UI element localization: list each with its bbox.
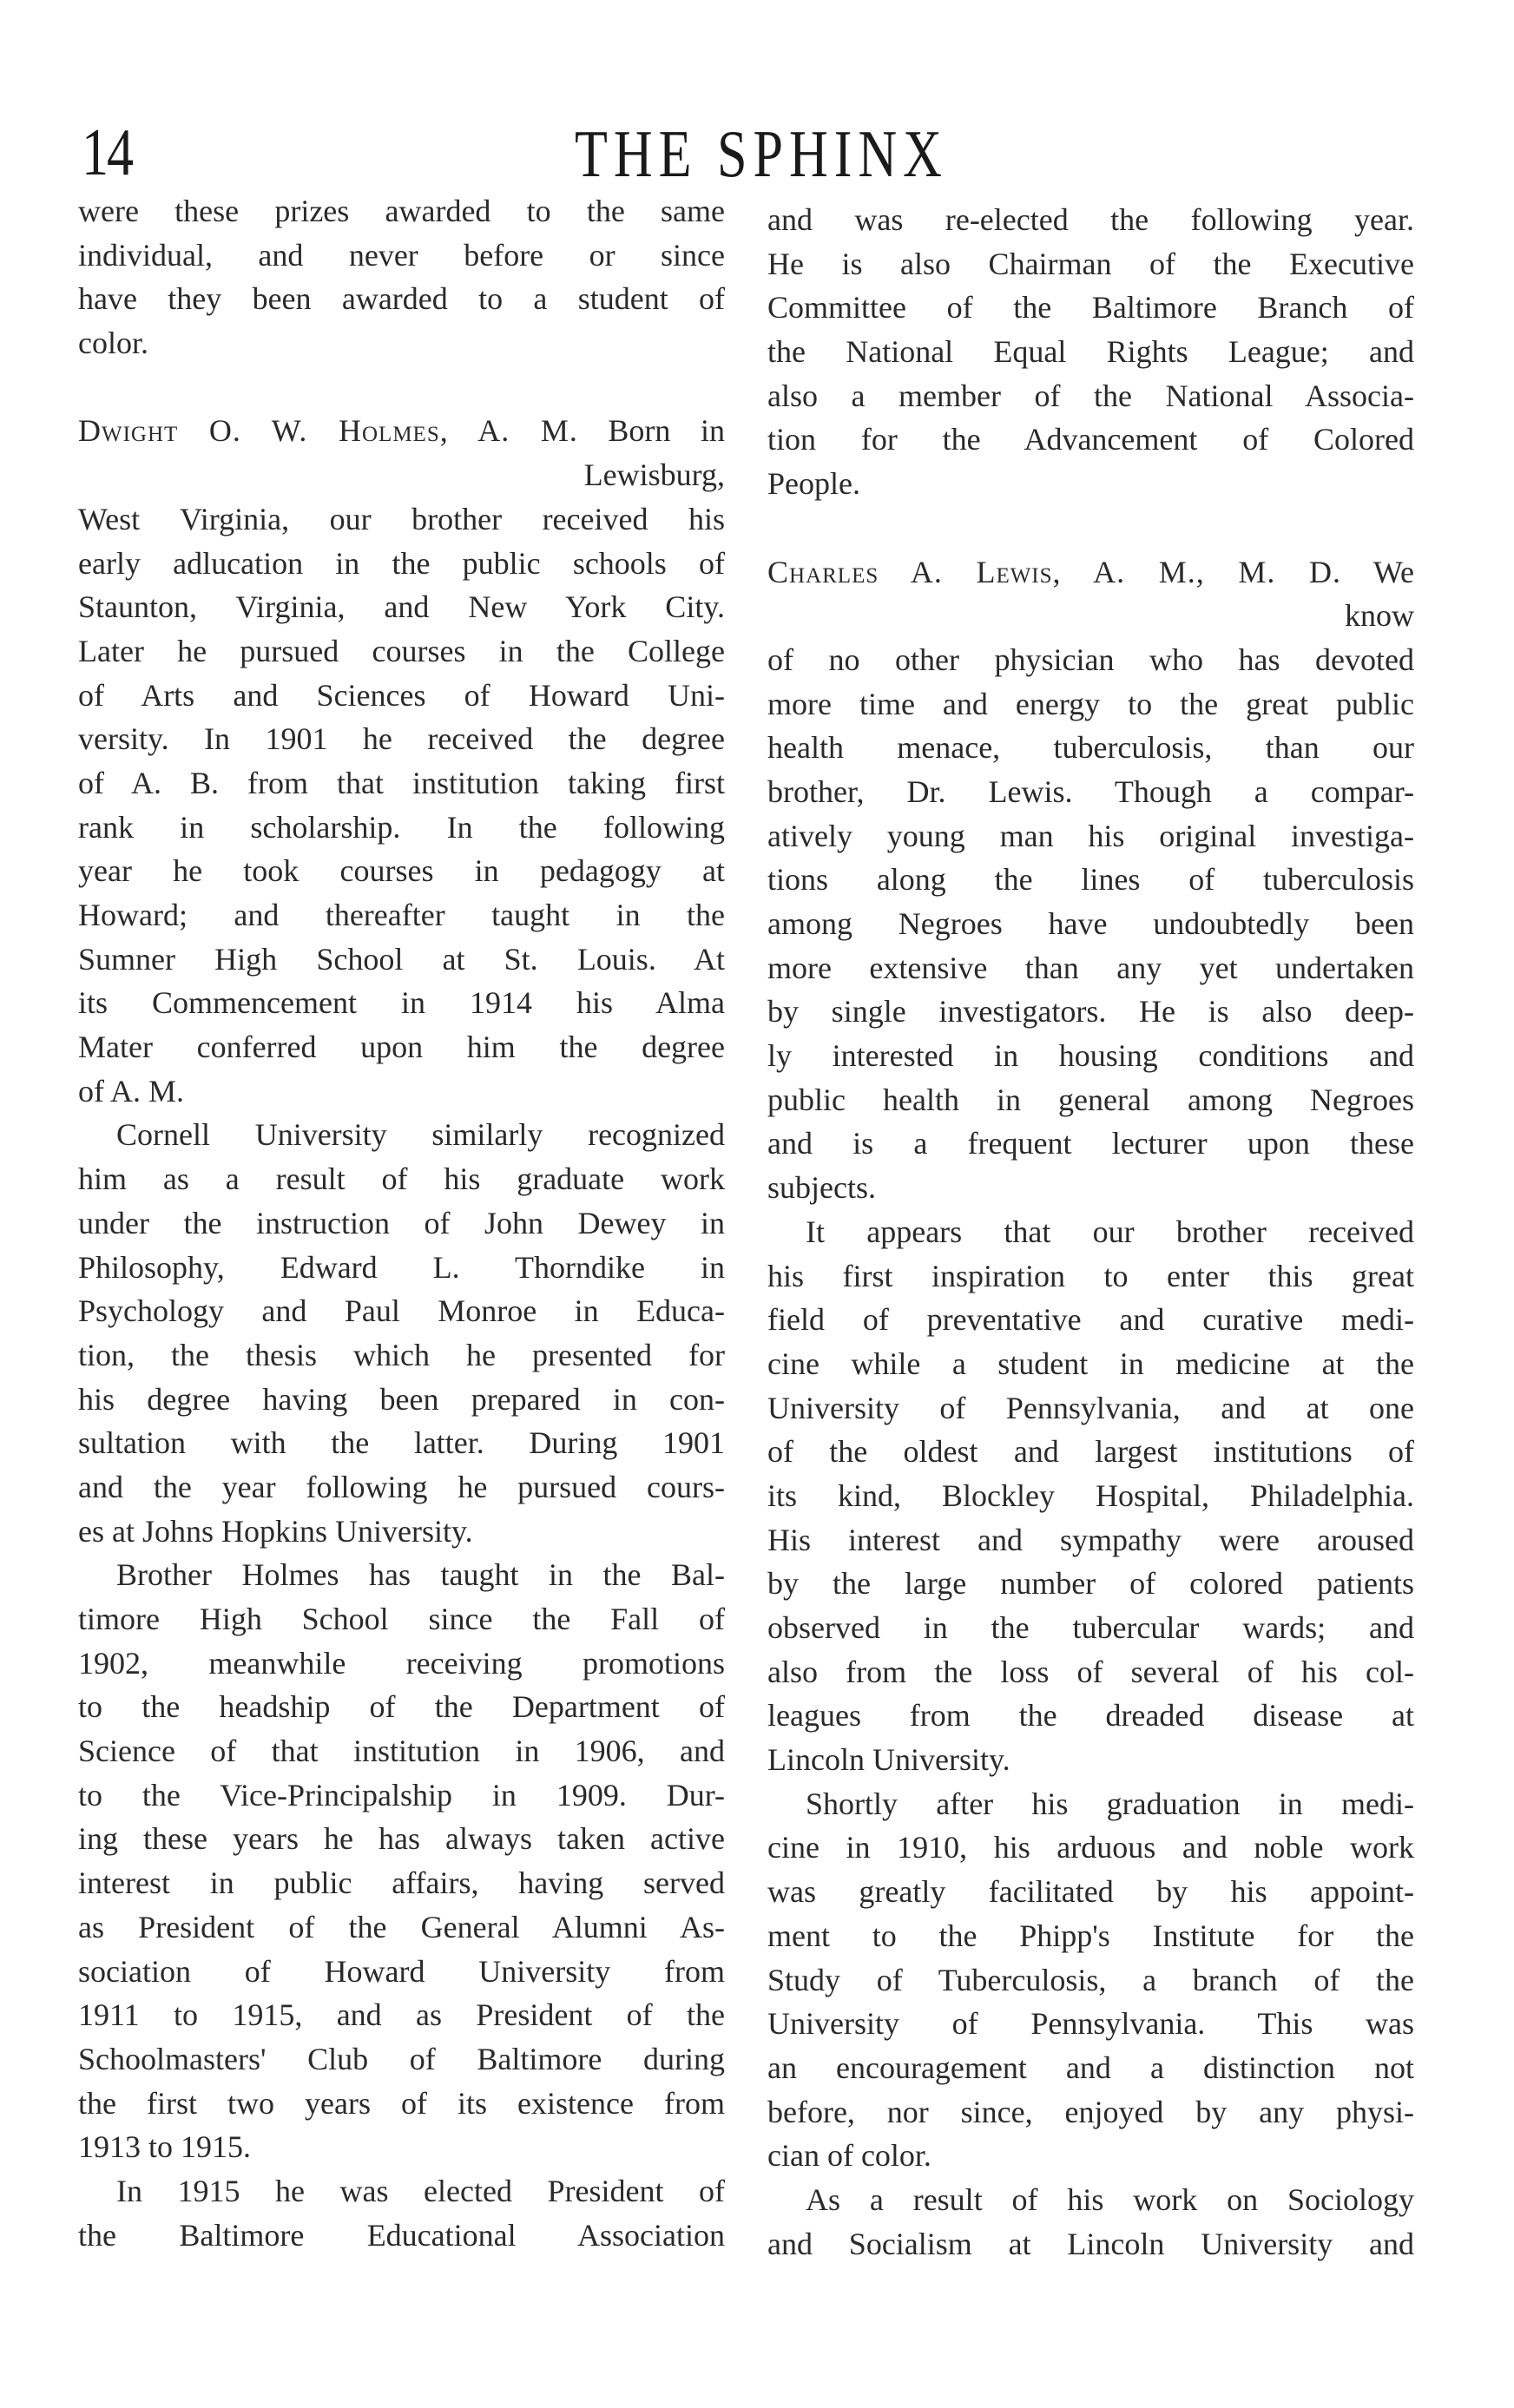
text-line: 1911 to 1915, and as President of the <box>78 1997 725 2033</box>
text-line: It appears that our brother received <box>806 1214 1414 1249</box>
section-name: Dwight O. W. Holmes, A. M. <box>78 413 578 449</box>
text-line: tion for the Advancement of Colored <box>767 422 1414 457</box>
text-line: subjects. <box>767 1170 876 1206</box>
text-line: of Arts and Sciences of Howard Uni- <box>78 677 725 713</box>
text-line: also a member of the National Associa- <box>767 378 1414 413</box>
text-line: atively young man his original investiga- <box>767 818 1414 853</box>
text-line: also from the loss of several of his col- <box>767 1654 1414 1689</box>
text-line: Sumner High School at St. Louis. At <box>78 941 725 977</box>
text-line: him as a result of his graduate work <box>78 1161 725 1197</box>
left-column <box>78 189 725 2257</box>
blank-line <box>78 365 725 410</box>
text-line: West Virginia, our brother received his <box>78 501 725 536</box>
text-line: tions along the lines of tuberculosis <box>767 862 1414 898</box>
text-line: health menace, tuberculosis, than our <box>767 730 1414 766</box>
text-line: public health in general among Negroes <box>767 1082 1414 1117</box>
text-line: and Socialism at Lincoln University and <box>767 2226 1414 2261</box>
text-line: Schoolmasters' Club of Baltimore during <box>78 2041 725 2076</box>
text-line: interest in public affairs, having served <box>78 1865 725 1901</box>
text-line: cine while a student in medicine at the <box>767 1345 1414 1381</box>
text-line: have they been awarded to a student of <box>78 281 725 317</box>
text-line: observed in the tubercular wards; and <box>767 1610 1414 1645</box>
text-line: early adlucation in the public schools of <box>78 545 725 581</box>
text-line: In 1915 he was elected President of <box>116 2173 725 2208</box>
text-line: his first inspiration to enter this great <box>767 1258 1414 1293</box>
text-line: Cornell University similarly recognized <box>116 1117 725 1153</box>
page-number: 14 <box>82 115 132 190</box>
page-title: THE SPHINX <box>575 117 948 192</box>
text-line: Lincoln University. <box>767 1742 1010 1778</box>
text-line: and was re-elected the following year. <box>767 202 1414 237</box>
text-line: es at Johns Hopkins University. <box>78 1513 473 1549</box>
text-line: Psychology and Paul Monroe in Educa- <box>78 1293 725 1329</box>
section-lead-text: We <box>1372 554 1414 589</box>
text-line: as President of the General Alumni As- <box>78 1909 725 1944</box>
text-line: cian of color. <box>767 2138 931 2174</box>
section-name: Charles A. Lewis, A. M., M. D. <box>767 554 1341 589</box>
text-line: an encouragement and a distinction not <box>767 2049 1414 2085</box>
text-line: its Commencement in 1914 his Alma <box>78 985 725 1021</box>
text-line: He is also Chairman of the Executive <box>767 246 1414 281</box>
text-line: was greatly facilitated by his appoint- <box>767 1874 1414 1910</box>
text-line: sociation of Howard University from <box>78 1953 725 1989</box>
text-line: sultation with the latter. During 1901 <box>78 1425 725 1461</box>
text-line: His interest and sympathy were aroused <box>767 1522 1414 1557</box>
text-line: Committee of the Baltimore Branch of <box>767 290 1414 326</box>
text-line: versity. In 1901 he received the degree <box>78 721 725 757</box>
text-line <box>767 550 1414 595</box>
text-line: individual, and never before or since <box>78 237 725 273</box>
text-line: ment to the Phipp's Institute for the <box>767 1918 1414 1953</box>
text-line: University of Pennsylvania, and at one <box>767 1390 1414 1425</box>
text-line: ing these years he has always taken active <box>78 1821 725 1857</box>
text-line: People. <box>767 466 860 502</box>
text-line <box>78 409 725 453</box>
text-line: Staunton, Virginia, and New York City. <box>78 589 725 625</box>
text-line: by the large number of colored patients <box>767 1566 1414 1602</box>
section-lead-text: Born in <box>608 413 725 449</box>
text-line: of A. B. from that institution taking first <box>78 765 725 800</box>
text-line: 1913 to 1915. <box>78 2129 252 2165</box>
text-line: 1902, meanwhile receiving promotions <box>78 1645 725 1681</box>
text-line: Science of that institution in 1906, and <box>78 1734 725 1769</box>
text-line: Mater conferred upon him the degree <box>78 1030 725 1065</box>
right-column <box>767 198 1414 2266</box>
text-line: University of Pennsylvania. This was <box>767 2006 1414 2042</box>
text-line: the Baltimore Educational Association <box>78 2217 725 2253</box>
text-line: leagues from the dreaded disease at <box>767 1698 1414 1734</box>
blank-line <box>767 506 1414 550</box>
text-line: year he took courses in pedagogy at <box>78 853 725 889</box>
text-line: timore High School since the Fall of <box>78 1602 725 1636</box>
text-line: As a result of his work on Sociology <box>806 2181 1414 2217</box>
text-line: color. <box>78 326 148 361</box>
text-line: of no other physician who has devoted <box>767 641 1414 677</box>
text-line: by single investigators. He is also deep- <box>767 994 1414 1030</box>
text-line: to the Vice-Principalship in 1909. Dur- <box>78 1777 725 1813</box>
text-line: ly interested in housing conditions and <box>767 1038 1414 1074</box>
text-line: more time and energy to the great public <box>767 686 1414 721</box>
text-line: Shortly after his graduation in medi- <box>806 1786 1414 1821</box>
text-line: and the year following he pursued cours- <box>78 1469 725 1504</box>
text-line: of A. M. <box>78 1073 185 1109</box>
text-line: before, nor since, enjoyed by any physi- <box>767 2094 1414 2129</box>
text-line: the National Equal Rights League; and <box>767 334 1414 370</box>
text-line: and is a frequent lecturer upon these <box>767 1126 1414 1161</box>
text-line: Lewisburg, <box>583 457 725 493</box>
text-line: tion, the thesis which he presented for <box>78 1337 725 1372</box>
text-line: Brother Holmes has taught in the Bal- <box>116 1557 725 1593</box>
text-line: rank in scholarship. In the following <box>78 809 725 845</box>
text-line: more extensive than any yet undertaken <box>767 950 1414 985</box>
text-line: its kind, Blockley Hospital, Philadelphia. <box>767 1477 1414 1513</box>
text-line: Study of Tuberculosis, a branch of the <box>767 1962 1414 1997</box>
text-line: Philosophy, Edward L. Thorndike in <box>78 1249 725 1285</box>
text-line: cine in 1910, his arduous and noble work <box>767 1830 1414 1865</box>
text-line: of the oldest and largest institutions of <box>767 1434 1414 1470</box>
text-line: Howard; and thereafter taught in the <box>78 898 725 932</box>
text-line: know <box>1345 598 1414 634</box>
text-line: field of preventative and curative medi- <box>767 1302 1414 1338</box>
text-line: to the headship of the Department of <box>78 1689 725 1725</box>
text-line: Later he pursued courses in the College <box>78 633 725 668</box>
text-line: among Negroes have undoubtedly been <box>767 906 1414 941</box>
text-line: his degree having been prepared in con- <box>78 1381 725 1417</box>
text-line: brother, Dr. Lewis. Though a compar- <box>767 773 1414 809</box>
text-line: under the instruction of John Dewey in <box>78 1205 725 1240</box>
text-line: were these prizes awarded to the same <box>78 194 725 228</box>
text-line: the first two years of its existence from <box>78 2085 725 2121</box>
